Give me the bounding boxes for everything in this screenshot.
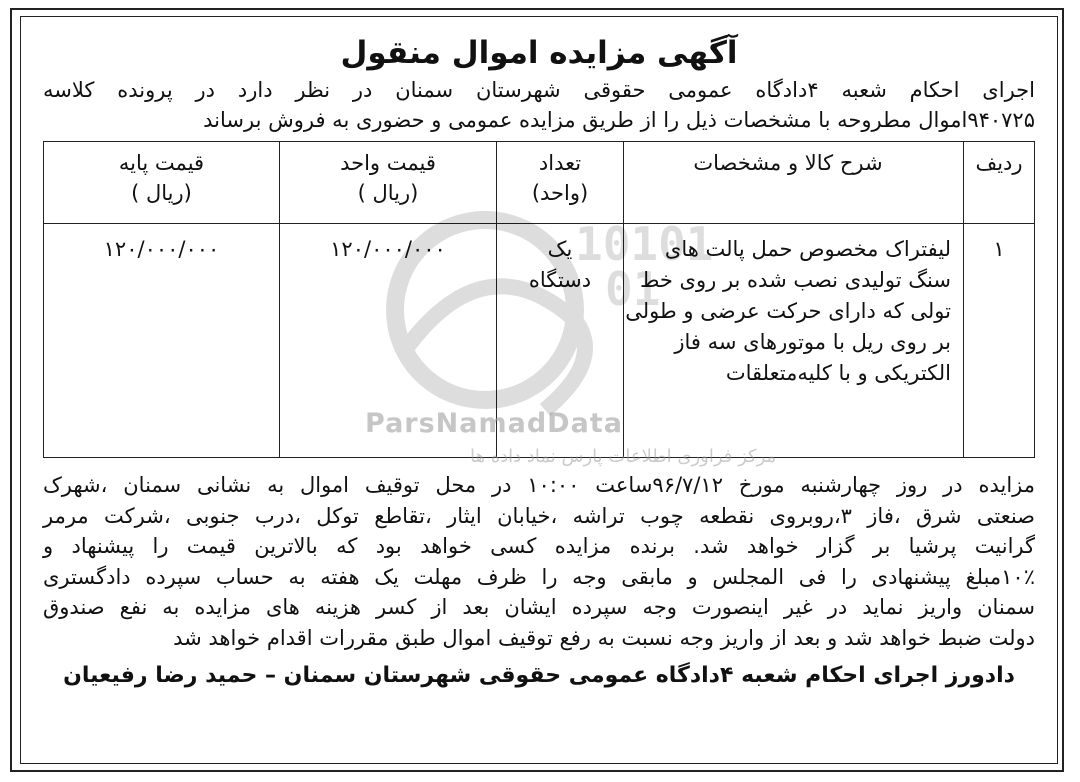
cell-row-number: ۱: [964, 224, 1035, 458]
header-base-price-label: قیمت پایه (ریال ): [118, 151, 205, 205]
body-line: دولت ضبط خواهد شد و بعد از واریز وجه نسبت به رفع توقیف اموال طبق مقررات اقدام خواهد شد: [173, 625, 1035, 650]
body-line: ۱۰٪مبلغ پیشنهادی را فی المجلس و مابقی وجه را ظرف مهلت یک هفته به حساب سپرده دادگستری: [43, 564, 1035, 589]
notice-box: [20, 16, 1058, 764]
header-quantity: [497, 142, 624, 224]
cell-description: لیفتراک مخصوص حمل پالت های سنگ تولیدی نصب شده بر روی خط تولی که دارای حرکت عرضی و طولی بر روی ریل با موتورهای سه فاز الکتریکی و با کلیه‌متعلقات: [624, 224, 964, 458]
header-row-number: ردیف: [964, 142, 1035, 224]
intro-line: اجرای احکام شعبه ۴دادگاه عمومی حقوقی شهرستان سمنان در نظر دارد در پرونده کلاسه: [43, 78, 1035, 102]
table-header-row: [44, 142, 1035, 224]
body-line: گرانیت پرشیا بر گزار خواهد شد. برنده مزایده کسی خواهد بود که بالاترین قیمت را پیشنهاد و: [43, 534, 1035, 558]
notice-intro: [43, 75, 1035, 135]
header-description: شرح کالا و مشخصات: [624, 142, 964, 224]
intro-line: ۹۴۰۷۲۵اموال مطروحه با مشخصات ذیل را از طریق مزایده عمومی و حضوری به فروش برساند: [203, 108, 1035, 132]
svg-text:01: 01: [605, 262, 661, 316]
cell-quantity-text: یک دستگاه: [528, 237, 592, 292]
notice-body: [43, 470, 1035, 653]
watermark-brand: ParsNamadData: [365, 408, 623, 439]
signature-line: دادورز اجرای احکام شعبه ۴دادگاه عمومی حقوقی شهرستان سمنان – حمید رضا رفیعیان: [63, 663, 1015, 688]
svg-text:10101: 10101: [575, 217, 714, 271]
body-line: صنعتی شرق ،فاز ۳،روبروی نقطعه چوب تراشه ،خیابان ایثار ،تقاطع توکل ،درب جنوبی ،شرکت مرمر: [43, 503, 1035, 528]
cell-base-price: ۱۲۰/۰۰۰/۰۰۰: [44, 224, 280, 458]
notice-title: آگهی مزایده اموال منقول: [340, 35, 738, 71]
header-unit-price: [280, 142, 497, 224]
body-line: مزایده در روز چهارشنبه مورخ ۹۶/۷/۱۲ساعت ۱۰:۰۰ در محل توقیف اموال به نشانی سمنان ،شهرک: [43, 473, 1035, 497]
watermark-tagline: مرکز فراوری اطلاعات پارس نماد داده ها: [470, 446, 777, 467]
cell-unit-price: ۱۲۰/۰۰۰/۰۰۰: [280, 224, 497, 458]
body-line: سمنان واریز نماید در غیر اینصورت وجه سپرده ایشان بعد از کسر هزینه های مزایده به نفع صندوق: [43, 595, 1035, 619]
header-base-price: [44, 142, 280, 224]
header-quantity-label: تعداد (واحد): [531, 151, 589, 205]
header-unit-price-label: قیمت واحد (ریال ): [340, 151, 436, 205]
